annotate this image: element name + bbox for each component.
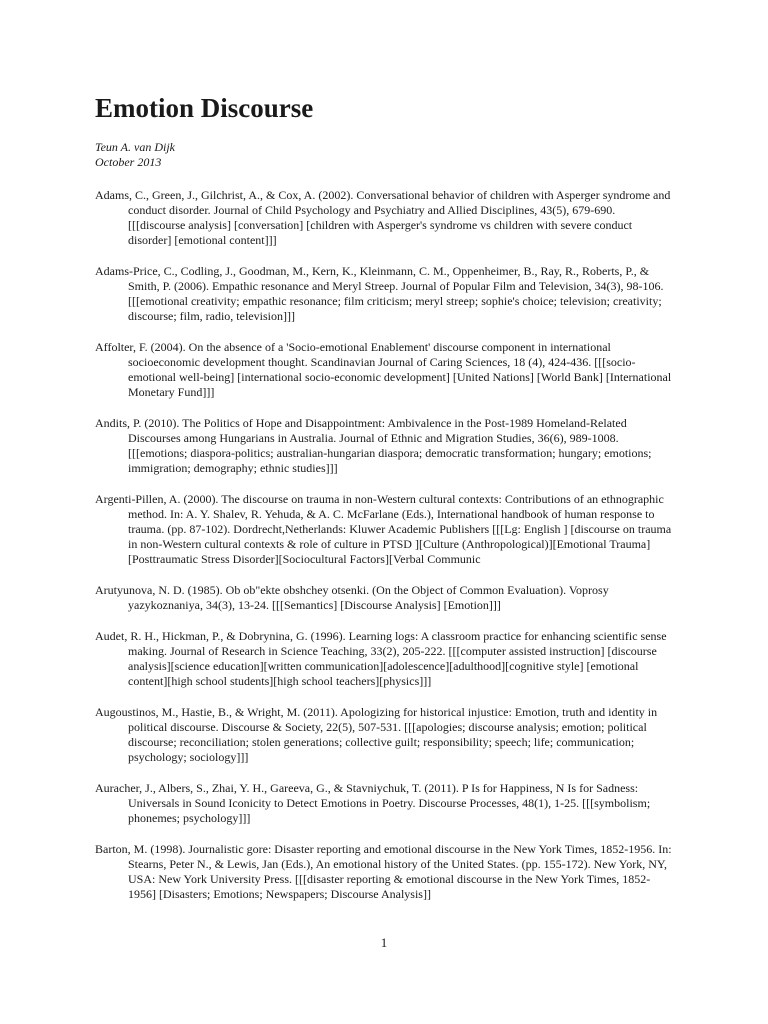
reference-entry: Auracher, J., Albers, S., Zhai, Y. H., Gareeva, G., & Stavniychuk, T. (2011). P Is for Happiness, N Is for Sadness: Universals in Sound Iconicity to Detect Emotions in Poetry. Discourse Processes, 48(1), 1-25. [[[symbolism; phonemes; psychology]]]: [95, 780, 651, 825]
reference-entry: Andits, P. (2010). The Politics of Hope and Disappointment: Ambivalence in the Post-1989 Homeland-Related Discourses among Hungarians in Australia. Journal of Ethnic and Migration Studies, 36(6), 989-1008. [[[emotions; diaspora-politics; australian-hungarian diaspora; democratic transformation; hungary; emotions; immigration; demography; ethnic studies]]]: [95, 415, 652, 475]
document-date: October 2013: [95, 154, 162, 169]
author-name: Teun A. van Dijk: [95, 139, 175, 154]
document-page: [95, 92, 675, 918]
reference-entry: Augoustinos, M., Hastie, B., & Wright, M. (2011). Apologizing for historical injustice: Emotion, truth and identity in political discourse. Discourse & Society, 22(5), 507-531. [[[apologies; discourse analysis; emotion; political discourse; reconciliation; stolen generations; collective guilt; responsibility; speech; life; communication; psychology; sociology]]]: [95, 704, 658, 764]
page-number: 1: [380, 935, 388, 950]
reference-entry: Barton, M. (1998). Journalistic gore: Disaster reporting and emotional discourse in the New York Times, 1852-1956. In: Stearns, Peter N., & Lewis, Jan (Eds.), An emotional history of the United States. (pp. 155-172). New York, NY, USA: New York University Press. [[[disaster reporting & emotional discourse in the New York Times, 1852-1956] [Disasters; Emotions; Newspapers; Discourse Analysis]]: [95, 841, 672, 901]
reference-entry: Arutyunova, N. D. (1985). Ob ob"ekte obshchey otsenki. (On the Object of Common Evaluation). Voprosy yazykoznaniya, 34(3), 13-24. [[[Semantics] [Discourse Analysis] [Emotion]]]: [95, 582, 609, 612]
reference-entry: Adams, C., Green, J., Gilchrist, A., & Cox, A. (2002). Conversational behavior of children with Asperger syndrome and conduct disorder. Journal of Child Psychology and Psychiatry and Allied Disciplines, 43(5), 679-690. [[[discourse analysis] [conversation] [children with Asperger's syndrome vs children with severe conduct disorder] [emotional content]]]: [95, 187, 671, 247]
reference-entry: Adams-Price, C., Codling, J., Goodman, M., Kern, K., Kleinmann, C. M., Oppenheimer, B., Ray, R., Roberts, P., & Smith, P. (2006). Empathic resonance and Meryl Streep. Journal of Popular Film and Television, 34(3), 98-106. [[[emotional creativity; empathic resonance; film criticism; meryl streep; sophie's choice; television; creativity; discourse; film, radio, television]]]: [95, 263, 664, 323]
reference-list: [95, 188, 675, 902]
reference-entry: Argenti-Pillen, A. (2000). The discourse on trauma in non-Western cultural contexts: Contributions of an ethnographic method. In: A. Y. Shalev, R. Yehuda, & A. C. McFarlane (Eds.), International handbook of human response to trauma. (pp. 87-102). Dordrecht,Netherlands: Kluwer Academic Publishers [[[Lg: English ] [discourse on trauma in non-Western cultural contexts & role of culture in PTSD ][Culture (Anthropological)][Emotional Trauma][Posttraumatic Stress Disorder][Sociocultural Factors][Verbal Communic: [95, 491, 672, 566]
reference-entry: Audet, R. H., Hickman, P., & Dobrynina, G. (1996). Learning logs: A classroom practice for enhancing scientific sense making. Journal of Research in Science Teaching, 33(2), 205-222. [[[computer assisted instruction] [discourse analysis][science education][written communication][adolescence][adulthood][cognitive style] [emotional content][high school students][high school teachers][physics]]]: [95, 628, 667, 688]
reference-entry: Affolter, F. (2004). On the absence of a 'Socio-emotional Enablement' discourse component in international socioeconomic development thought. Scandinavian Journal of Caring Sciences, 18 (4), 424-436. [[[socio-emotional well-being] [international socio-economic development] [United Nations] [World Bank] [International Monetary Fund]]]: [95, 339, 672, 399]
document-title: Emotion Discourse: [95, 93, 314, 123]
document-meta: [95, 140, 675, 170]
